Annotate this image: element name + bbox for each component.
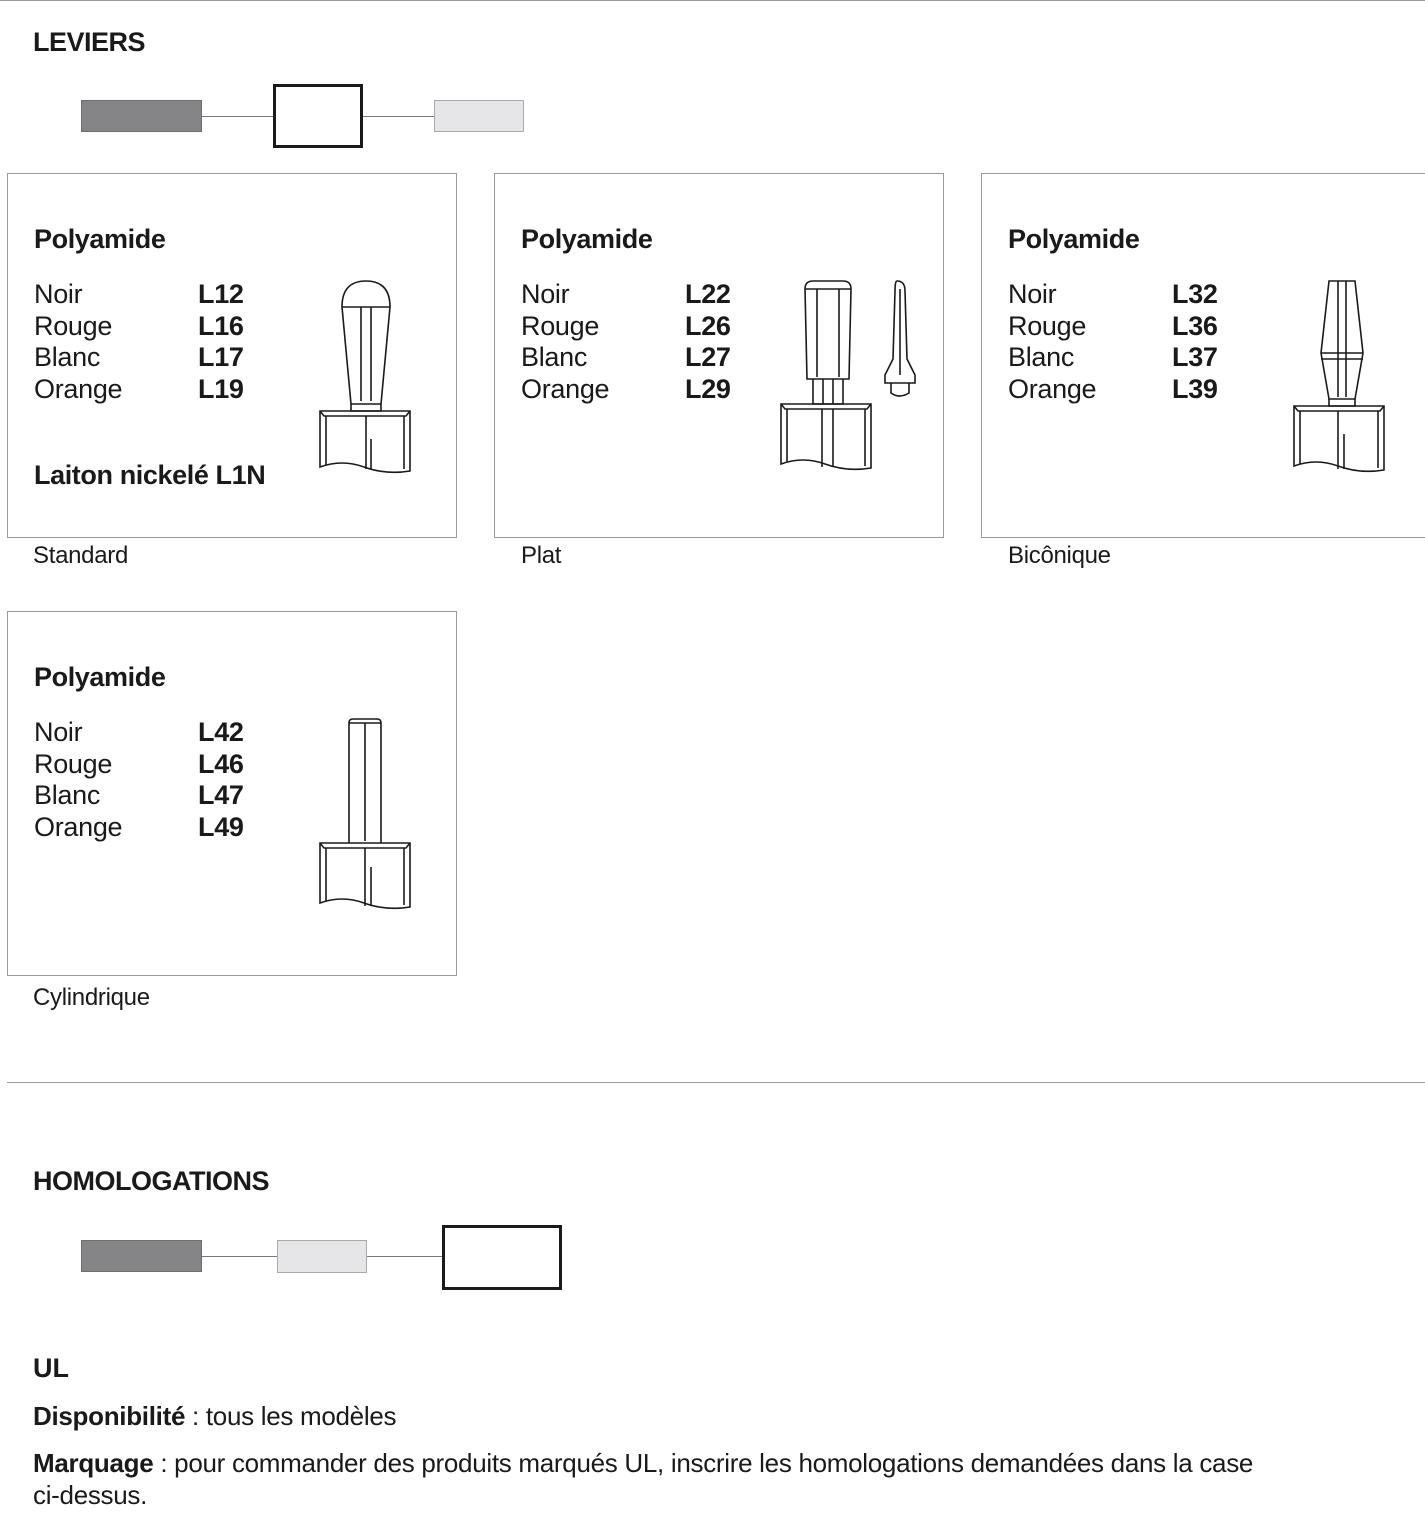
section-divider <box>7 1082 1425 1083</box>
marking-value: : pour commander des produits marqués UL, inscrire les homologations demandées dans la case <box>153 1448 1254 1478</box>
indicator-box-light <box>277 1240 367 1273</box>
availability-text <box>33 1400 396 1432</box>
color-code-list <box>1008 279 1218 405</box>
card-material: Polyamide <box>34 224 166 254</box>
marking-value-continued: ci-dessus. <box>33 1480 148 1510</box>
indicator-box-light <box>434 100 524 132</box>
marking-text <box>33 1447 1293 1511</box>
card-material: Polyamide <box>1008 224 1140 254</box>
indicator-connector <box>202 116 274 117</box>
list-item <box>1008 311 1218 343</box>
indicator-connector <box>367 1256 442 1257</box>
top-divider <box>0 0 1425 1</box>
list-item <box>34 279 244 311</box>
lever-card-cylindrical <box>7 611 457 976</box>
list-item <box>34 812 244 844</box>
list-item <box>521 311 731 343</box>
card-caption-cylindrical: Cylindrique <box>33 984 150 1011</box>
section-title-homologations: HOMOLOGATIONS <box>33 1166 269 1196</box>
card-caption-standard: Standard <box>33 542 129 569</box>
lever-card-standard <box>7 173 457 538</box>
product-code: L19 <box>198 373 244 404</box>
product-code: L29 <box>685 373 731 404</box>
lever-card-flat <box>494 173 944 538</box>
color-name: Noir <box>1008 279 1057 309</box>
indicator-box-dark <box>81 1240 202 1272</box>
product-code: L27 <box>685 342 731 372</box>
color-name: Orange <box>34 811 123 842</box>
product-code: L17 <box>198 342 244 372</box>
indicator-box-dark <box>81 100 202 132</box>
list-item <box>34 717 244 749</box>
color-code-list <box>34 717 244 843</box>
product-code: L32 <box>1172 279 1218 309</box>
standard-lever-icon <box>314 279 414 479</box>
list-item <box>34 342 244 374</box>
color-name: Orange <box>34 373 123 404</box>
availability-label: Disponibilité <box>33 1401 186 1431</box>
product-code: L12 <box>198 279 244 309</box>
color-name: Blanc <box>521 342 588 372</box>
list-item <box>1008 374 1218 406</box>
list-item <box>34 780 244 812</box>
color-name: Blanc <box>1008 342 1075 372</box>
color-name: Orange <box>521 373 610 404</box>
indicator-connector <box>202 1256 277 1257</box>
product-code: L37 <box>1172 342 1218 372</box>
product-code: L36 <box>1172 310 1218 341</box>
ul-title: UL <box>33 1353 69 1383</box>
product-code: L49 <box>198 811 244 842</box>
product-code: L26 <box>685 310 731 341</box>
color-code-list <box>34 279 244 405</box>
card-caption-flat: Plat <box>521 542 562 569</box>
list-item <box>34 374 244 406</box>
flat-lever-icon <box>777 279 927 479</box>
list-item <box>1008 279 1218 311</box>
list-item <box>1008 342 1218 374</box>
list-item <box>521 279 731 311</box>
indicator-box-selected <box>273 84 363 148</box>
color-name: Rouge <box>1008 310 1087 341</box>
color-name: Rouge <box>521 310 600 341</box>
list-item <box>521 374 731 406</box>
lever-card-biconic <box>981 173 1425 538</box>
color-code-list <box>521 279 731 405</box>
card-caption-biconic: Bicônique <box>1008 542 1111 569</box>
color-name: Rouge <box>34 310 113 341</box>
color-name: Blanc <box>34 780 101 810</box>
color-name: Orange <box>1008 373 1097 404</box>
color-name: Noir <box>34 279 83 309</box>
product-code: L42 <box>198 717 244 747</box>
product-code: L22 <box>685 279 731 309</box>
biconic-lever-icon <box>1291 279 1391 479</box>
list-item <box>521 342 731 374</box>
color-name: Noir <box>521 279 570 309</box>
cylindrical-lever-icon <box>314 717 414 917</box>
marking-label: Marquage <box>33 1448 154 1478</box>
product-code: L16 <box>198 310 244 341</box>
list-item <box>34 311 244 343</box>
card-material: Polyamide <box>521 224 653 254</box>
product-code: L46 <box>198 748 244 779</box>
availability-value: : tous les modèles <box>185 1401 397 1431</box>
indicator-connector <box>363 116 434 117</box>
color-name: Blanc <box>34 342 101 372</box>
color-name: Rouge <box>34 748 113 779</box>
product-code: L39 <box>1172 373 1218 404</box>
list-item <box>34 749 244 781</box>
product-code: L47 <box>198 780 244 810</box>
section-title-leviers: LEVIERS <box>33 27 146 57</box>
card-material: Polyamide <box>34 662 166 692</box>
color-name: Noir <box>34 717 83 747</box>
indicator-box-selected <box>442 1225 562 1290</box>
card-extra-material: Laiton nickelé L1N <box>34 460 266 490</box>
